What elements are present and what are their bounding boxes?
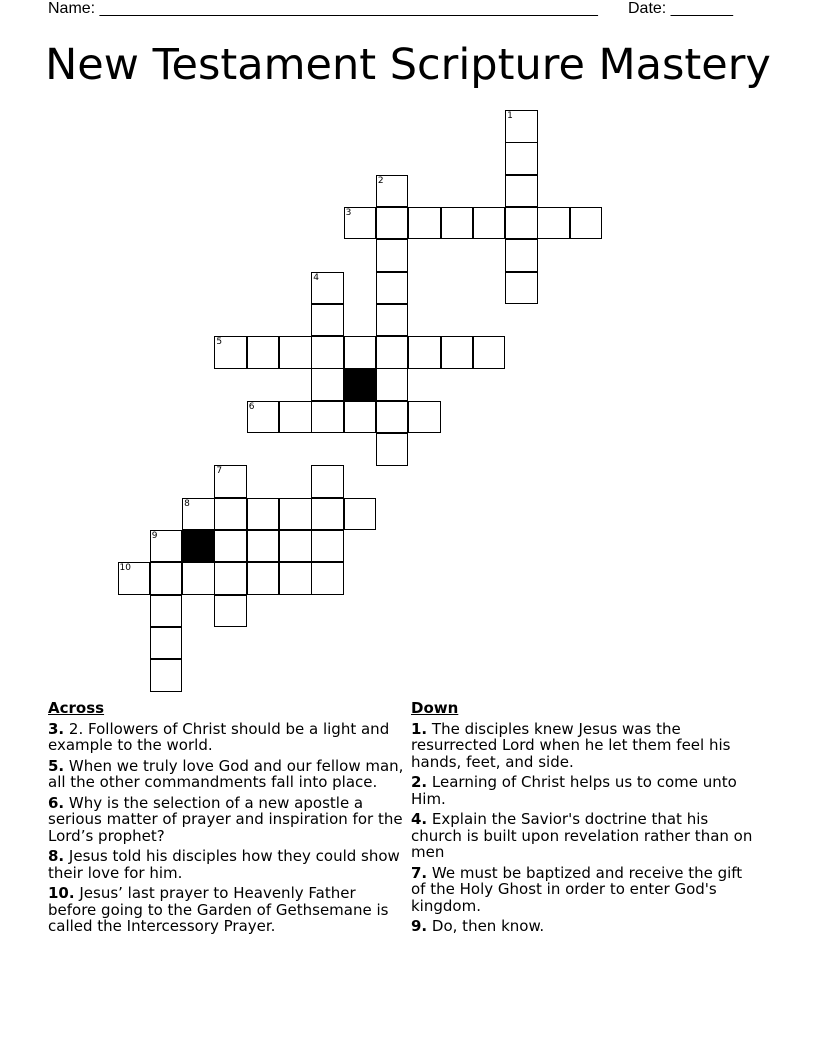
crossword-cell[interactable]: [311, 401, 344, 434]
clue-number-label: 4: [313, 272, 320, 283]
crossword-cell[interactable]: [311, 304, 344, 337]
clue-item: [411, 811, 761, 861]
crossword-cell[interactable]: [118, 562, 151, 595]
crossword-cell[interactable]: [311, 272, 344, 305]
clue-item: [48, 758, 406, 791]
clue-item: [411, 918, 761, 935]
across-heading: Across: [48, 699, 105, 717]
crossword-cell[interactable]: [376, 207, 409, 240]
crossword-cell[interactable]: [214, 595, 247, 628]
crossword-cell[interactable]: [247, 401, 280, 434]
clue-number-label: 5: [216, 337, 223, 348]
clue-number-label: 7: [216, 466, 223, 477]
clue-number: 4.: [411, 810, 428, 828]
crossword-cell[interactable]: [150, 595, 183, 628]
crossword-cell[interactable]: [344, 336, 377, 369]
crossword-cell[interactable]: [311, 530, 344, 563]
crossword-cell[interactable]: [247, 498, 280, 531]
crossword-cell[interactable]: [376, 401, 409, 434]
clue-number-label: 6: [248, 401, 255, 412]
crossword-cell[interactable]: [150, 627, 183, 660]
crossword-cell[interactable]: [344, 207, 377, 240]
crossword-cell[interactable]: [214, 562, 247, 595]
crossword-cell[interactable]: [214, 336, 247, 369]
clue-number-label: 10: [119, 563, 131, 574]
crossword-cell[interactable]: [505, 272, 538, 305]
crossword-cell[interactable]: [279, 336, 312, 369]
crossword-cell[interactable]: [182, 498, 215, 531]
crossword-cell[interactable]: [279, 562, 312, 595]
crossword-cell[interactable]: [376, 239, 409, 272]
crossword-cell[interactable]: [311, 562, 344, 595]
clue-item: [48, 848, 406, 881]
crossword-cell[interactable]: [473, 207, 506, 240]
clue-number: 6.: [48, 793, 65, 812]
clue-number: 3.: [48, 719, 65, 738]
crossword-cell[interactable]: [247, 530, 280, 563]
down-clues: [411, 700, 761, 939]
crossword-cell[interactable]: [311, 336, 344, 369]
name-field-label[interactable]: Name: ________________________________________________________: [48, 0, 598, 17]
crossword-cell[interactable]: [311, 368, 344, 401]
crossword-black-cell: [182, 530, 215, 563]
crossword-cell[interactable]: [505, 239, 538, 272]
crossword-cell[interactable]: [279, 530, 312, 563]
clue-item: [48, 795, 406, 845]
page-title: New Testament Scripture Mastery: [45, 40, 771, 90]
clue-item: [48, 721, 406, 754]
clue-item: [411, 865, 761, 915]
crossword-cell[interactable]: [441, 207, 474, 240]
crossword-cell[interactable]: [279, 401, 312, 434]
crossword-cell[interactable]: [376, 304, 409, 337]
clue-number: 5.: [48, 756, 65, 775]
crossword-cell[interactable]: [150, 562, 183, 595]
clue-text: When we truly love God and our fellow man, all the other commandments fall into place.: [48, 756, 404, 791]
crossword-cell[interactable]: [408, 336, 441, 369]
clue-number: 10.: [48, 884, 75, 902]
crossword-cell[interactable]: [279, 498, 312, 531]
date-field-label[interactable]: Date: _______: [628, 0, 733, 17]
clue-text: Jesus told his disciples how they could show their love for him.: [48, 847, 400, 882]
crossword-cell[interactable]: [247, 336, 280, 369]
clue-text: 2. Followers of Christ should be a light and example to the world.: [48, 719, 390, 754]
clue-number: 8.: [48, 847, 65, 865]
clue-text: We must be baptized and receive the gift of the Holy Ghost in order to enter God's kingdom.: [411, 863, 743, 915]
clue-item: [411, 774, 761, 807]
crossword-cell[interactable]: [344, 401, 377, 434]
clue-text: Do, then know.: [431, 917, 545, 935]
crossword-cell[interactable]: [376, 433, 409, 466]
crossword-cell[interactable]: [150, 659, 183, 692]
crossword-cell[interactable]: [505, 207, 538, 240]
crossword-cell[interactable]: [214, 465, 247, 498]
crossword-cell[interactable]: [214, 530, 247, 563]
crossword-cell[interactable]: [441, 336, 474, 369]
clue-number-label: 1: [507, 111, 513, 121]
down-heading: Down: [411, 699, 459, 717]
clue-text: Jesus’ last prayer to Heavenly Father before going to the Garden of Gethsemane is called the Intercessory Prayer.: [48, 884, 389, 935]
clue-number-label: 3: [345, 207, 352, 218]
clue-item: [411, 721, 761, 771]
crossword-cell[interactable]: [344, 498, 377, 531]
clue-number: 7.: [411, 863, 428, 882]
crossword-cell[interactable]: [537, 207, 570, 240]
crossword-cell[interactable]: [408, 401, 441, 434]
crossword-cell[interactable]: [376, 175, 409, 208]
crossword-cell[interactable]: [214, 498, 247, 531]
crossword-black-cell: [344, 368, 377, 401]
clue-number: 9.: [411, 917, 428, 935]
across-clues: [48, 700, 406, 939]
crossword-cell[interactable]: [408, 207, 441, 240]
crossword-cell[interactable]: [473, 336, 506, 369]
crossword-cell[interactable]: [505, 142, 538, 175]
clue-text: Learning of Christ helps us to come unto Him.: [411, 773, 737, 808]
crossword-cell[interactable]: [376, 368, 409, 401]
clue-text: Explain the Savior's doctrine that his church is built upon revelation rather than on men: [411, 810, 753, 861]
crossword-cell[interactable]: [570, 207, 603, 240]
clue-text: Why is the selection of a new apostle a serious matter of prayer and inspiration for the Lord’s prophet?: [48, 793, 403, 845]
clue-text: The disciples knew Jesus was the resurrected Lord when he let them feel his hands, feet, and side.: [411, 719, 731, 771]
clue-number-label: 2: [377, 175, 384, 186]
clue-number-label: 9: [151, 530, 158, 541]
crossword-cell[interactable]: [311, 465, 344, 498]
crossword-cell[interactable]: [182, 562, 215, 595]
crossword-cell[interactable]: [150, 530, 183, 563]
crossword-cell[interactable]: [505, 110, 538, 143]
crossword-cell[interactable]: [311, 498, 344, 531]
clue-number-label: 8: [184, 498, 190, 509]
clue-number: 2.: [411, 773, 428, 791]
crossword-cell[interactable]: [376, 336, 409, 369]
crossword-cell[interactable]: [505, 175, 538, 208]
clue-item: [48, 885, 406, 935]
clue-number: 1.: [411, 719, 428, 738]
crossword-cell[interactable]: [247, 562, 280, 595]
crossword-cell[interactable]: [376, 272, 409, 305]
